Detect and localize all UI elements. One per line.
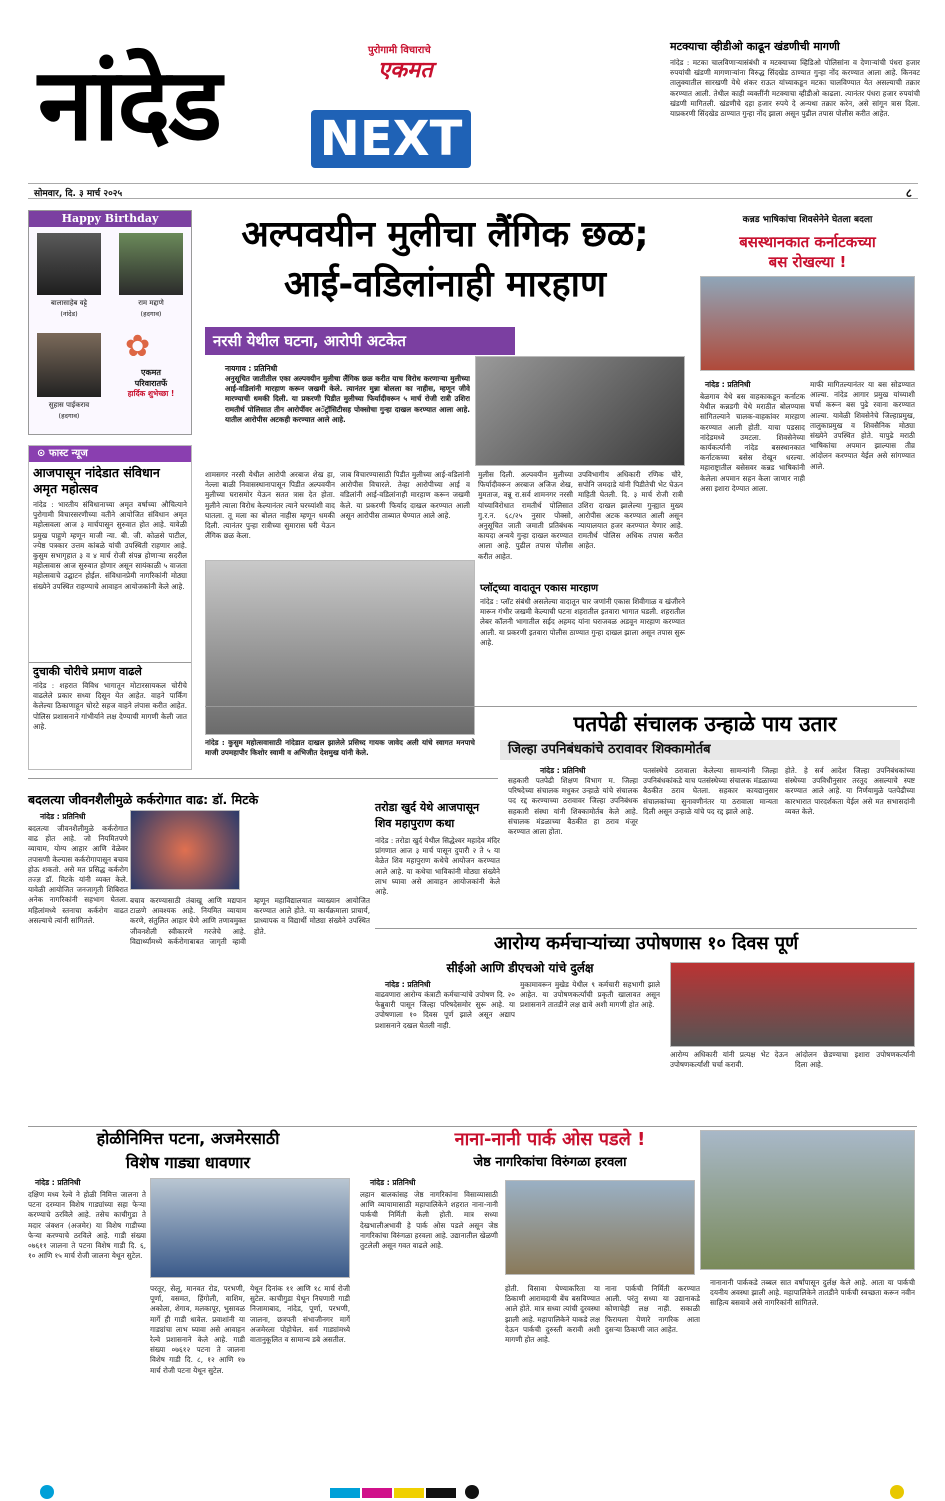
birthday-photo-3 <box>37 333 101 397</box>
nana-byline: नांदेड : प्रतिनिधी <box>370 1178 416 1187</box>
javed-ali-photo <box>205 560 475 735</box>
registration-mark-right <box>890 1485 904 1499</box>
dateline: सोमवार, दि. ३ मार्च २०२५ <box>34 189 123 199</box>
lead-headline-1: अल्पवयीन मुलीचा लैंगिक छळ; <box>241 214 649 255</box>
taroda-headline-1: तरोडा खुर्द येथे आजपासून <box>375 801 480 814</box>
nana-col-2: होती. विसावा घेण्याकरिता या ठिकाणी आरामदायी बेंच बसविण्यात आले होते. मात्र सध्या त्यांची दुरवस्था झाली आहे. महापालिकेने याकडे लक्ष देऊन पार्कची दुरुस्ती करावी अशी मागणी होत आहे. <box>505 1284 600 1345</box>
birthday-name-2: राम मद्दाणे <box>138 299 164 307</box>
top-right-body: नांदेड : मटका चालविणाऱ्यासंबंधी व मटक्याच्या व्हिडिओ पोलिसांना व देणाऱ्यांची पंधरा हजार रुपयांची खंडणी मागणाऱ्यांना विरुद्ध सिंदखेड ठाण्यात गुन्हा नोंद करण्यात आला आहे. किनवट तालुक्यातील सारखणी येथे शंकर राऊत यांच्याकडून मटका चालविण्यात येत असल्याची तक्रार करण्यात आली. तेथील काही व्यक्तींनी मटक्याचा व्हीडीओ काढला. त्यानंतर पंधरा हजार रुपयांची खंडणी मागितली. खंडणीचे दहा हजार रुपये दे अन्यथा तक्रार करेन, असे सांगून त्रास दिला. याप्रकरणी सिंदखेड ठाण्यात गुन्हा नोंद झाला असून पुढील तपास पोलीस करीत आहेत. <box>670 58 920 119</box>
flower-icon: ✿ <box>125 329 151 364</box>
lead-col-4: उपविभागीय अधिकारी रणिक चौरे, सपोनि जमदाडे यांनी पिडीतेची भेट घेऊन माहिती घेतली. दि. ३ मार्च रोजी रात्री उशिरा दाखल झालेल्या गुन्ह्यात मुख्य आरोपीस अटक करण्यात आली असून न्यायालयात हजर करण्यात येणार आहे. रामतीर्थ पोलिस अधिक तपास करीत आहेत. <box>578 470 683 551</box>
health-caption-1: आरोग्य अधिकारी यांनी प्रत्यक्ष भेट देऊन उपोषणकर्त्यांशी चर्चा करावी. <box>670 1050 788 1070</box>
cancer-col-1: बदलत्या जीवनशैलीमुळे कर्करोगात वाढ होत आहे. जो नियमितपणे व्यायाम, योग्य आहार आणि वेळेवर तपासणी केल्यास कर्करोगापासून बचाव होऊ शकतो. असे मत प्रसिद्ध कर्करोग तज्ज्ञ डॉ. मिटके यांनी व्यक्त केले. यावेळी आयोजित जनजागृती शिबिरात अनेक नागरिकांनी सहभाग घेतला. महिलांमध्ये स्तनाचा कर्करोग वाढत असल्याचे त्यांनी सांगितले. <box>28 824 128 925</box>
holi-byline: नांदेड : प्रतिनिधी <box>35 1178 81 1187</box>
cancer-headline: बदलत्या जीवनशैलीमुळे कर्करोगात वाढ: डॉ. मिटके <box>28 792 259 807</box>
holi-col-3: येथून दिनांक ११ आणि १८ मार्च रोजी सुटेल. काचीगुडा येथून निघणारी गाडी निजामाबाद, नांदेड, पूर्णा, परभणी, जालना, छत्रपती संभाजीनगर मार्गे अजमेरला पोहोचेल. सर्व गाड्यांमध्ये वातानुकूलित व सामान्य डबे असतील. <box>250 1284 350 1345</box>
top-right-headline: मटक्याचा व्हीडीओ काढून खंडणीची मागणी <box>670 40 840 53</box>
health-headline: आरोग्य कर्मचाऱ्यांच्या उपोषणास १० दिवस पूर्ण <box>493 933 799 954</box>
lead-subhead-bar <box>205 327 515 355</box>
birthday-place-3: (हदगाव) <box>58 412 80 420</box>
fast-news-2-headline: दुचाकी चोरीचे प्रमाण वाढले <box>29 662 191 681</box>
brand-name: एकमत <box>378 58 433 83</box>
nana-col-1: लहान बालकांसह जेष्ठ नागरिकांना विसाव्यासाठी आणि व्यायामासाठी महापालिकेने शहरात नाना-नानी पार्कची निर्मिती केली होती. मात्र सध्या देखभालीअभावी हे पार्क ओस पडले असून जेष्ठ नागरिकांचा विरुंगळा हरवला आहे. उद्यानातील खेळणी तुटलेली असून गवत वाढले आहे. <box>360 1190 498 1251</box>
birthday-name-1: बालासाहेब वट्टे <box>50 299 88 307</box>
taroda-headline-2: शिव महापुराण कथा <box>375 817 455 830</box>
brand-next: NEXT <box>319 111 463 167</box>
health-col-2: मुकामावरून मुखेड येथील ९ कर्मचारी सहभागी झाले आहेत. या उपोषणकर्त्यांची प्रकृती खालावत असून प्रशासनाने तातडीने लक्ष द्यावे अशी मागणी होत आहे. <box>520 980 660 1010</box>
park-photo-2 <box>700 1130 915 1270</box>
kannada-headline-1: बसस्थानकात कर्नाटकच्या <box>739 233 876 251</box>
taroda-body: नांदेड : तरोडा खुर्द येथील सिद्धेश्वर महादेव मंदिर प्रांगणात आज ३ मार्च पासून दुपारी २ ते ५ या वेळेत शिव महापुराण कथेचे आयोजन करण्यात आले आहे. या कथेचा भाविकांनी मोठ्या संख्येने लाभ घ्यावा असे आवाहन आयोजकांनी केले आहे. <box>375 836 500 897</box>
holi-headline-2: विशेष गाड्या धावणार <box>125 1153 251 1172</box>
patpedhi-subhead: जिल्हा उपनिबंधकांचे ठरावावर शिक्कामोर्तब <box>508 742 711 757</box>
masthead-title: नांदेड <box>38 46 220 163</box>
cancer-illustration <box>130 810 240 890</box>
birthday-name-3: सुहास पाईकराव <box>48 401 90 409</box>
birthday-greeting-3: हार्दिक शुभेच्छा ! <box>127 389 175 398</box>
lead-intro: अनुसूचित जातीतील एका अल्पवयीन मुलीचा लैंगिक छळ करीत याच विरोध करणाऱ्या मुलीच्या आई-वडिलांनी मारहाण करून जखमी केले. त्यानंतर मुन्ना बोलला का नाहीस, म्हणून जीवे मारण्याची धमकी दिली. या प्रकरणी पिडीत मुलीच्या फिर्यादीवरून ५ मार्च रोजी रात्री उशिरा रामतीर्थ पोलिसात तीन आरोपींवर अॅट्रॉसिटीसह पोक्सोचा गुन्हा दाखल करण्यात आला आहे. यातील आरोपीस अटकही करण्यात आले आहे. <box>225 374 470 424</box>
birthday-greeting-2: परिवारातर्फे <box>134 379 168 388</box>
masthead <box>38 40 468 175</box>
patpedhi-headline: पतपेढी संचालक उन्हाळे पाय उतार <box>573 712 837 736</box>
kannada-col-2: माफी मागितल्यानंतर या बस सोडण्यात आल्या. नांदेड आगार प्रमुख यांच्याशी चर्चा करून बस पुढे रवाना करण्यात आल्या. यावेळी शिवसेनेचे जिल्हाप्रमुख, तालुकाप्रमुख व शिवसैनिक मोठ्या संख्येने उपस्थित होते. यापुढे मराठी भाषिकांचा अपमान झाल्यास तीव्र आंदोलन करण्यात येईल असे सांगण्यात आले. <box>810 380 915 471</box>
birthday-title: Happy Birthday <box>29 211 191 227</box>
javed-ali-caption: नांदेड : कुसुम महोत्सवासाठी नांदेडात दाखल झालेले प्रसिध्द गायक जावेद अली यांचे स्वागत मनपाचे माजी उपमहापौर किशोर स्वामी व अभिजीत देशमुख यांनी केले. <box>205 738 475 758</box>
cancer-col-2: बचाव करण्यासाठी तंबाखू आणि मद्यपान टाळणे आवश्यक आहे. नियमित व्यायाम करणे, संतुलित आहार घेणे आणि तणावमुक्त जीवनशैली स्वीकारणे गरजेचे आहे. विद्यार्थ्यांमध्ये कर्करोगाबाबत जागृती व्हावी म्हणून महाविद्यालयात व्याख्यान आयोजित करण्यात आले होते. या कार्यक्रमाला प्राचार्य, प्राध्यापक व विद्यार्थी मोठ्या संख्येने उपस्थित होते. <box>130 896 370 946</box>
nana-col-3: नाना पार्कची निर्मिती करण्यात आली. परंतु सध्या या उद्यानाकडे कोणाचेही लक्ष नाही. सकाळी फिरायला येणारे नागरिक आता दुसऱ्या ठिकाणी जात आहेत. <box>605 1284 700 1334</box>
plot-headline: प्लॉट्च्या वादातून एकास मारहाण <box>480 580 685 597</box>
health-photo <box>670 962 915 1047</box>
color-bar-cyan <box>330 1488 360 1498</box>
birthday-place-1: (नांदेड) <box>60 310 78 318</box>
park-photo-1 <box>505 1180 695 1275</box>
nana-headline: नाना-नानी पार्क ओस पडले ! <box>454 1129 646 1150</box>
plot-body: नांदेड : प्लॉट संबंधी असलेल्या वादातून चार जणांनी एकास शिवीगाळ व खंजीरने मारून गंभीर जखमी केल्याची घटना शहरातील इतवारा भागात घडली. शहरातील लेबर कॉलनी भागातील सईद अहमद यांना घराजवळ अडवून मारहाण करण्यात आली. या प्रकरणी इतवारा पोलीस ठाण्यात गुन्हा दाखल झाला असून तपास सुरू आहे. <box>480 597 685 647</box>
birthday-box <box>28 210 192 435</box>
plot-story <box>480 580 685 705</box>
patpedhi-byline: नांदेड : प्रतिनिधी <box>540 766 586 775</box>
holi-col-1: दक्षिण मध्य रेल्वे ने होळी निमित्त जालना ते पटना दरम्यान विशेष गाड्यांच्या सहा फेऱ्या करण्याचे ठरविले आहे. तसेच काचीगुडा ते मदार जंक्शन (अजमेर) या विशेष गाडीच्या फेऱ्या करण्याचे ठरविले आहे. गाडी संख्या ०७६११ जालना ते पटना विशेष गाडी दि. ६, १० आणि १५ मार्च रोजी जालना येथून सुटेल. <box>28 1190 146 1261</box>
birthday-photo-1 <box>37 233 101 295</box>
top-right-story <box>670 40 920 178</box>
health-col-1: वाढवणारा आरोग्य कंत्राटी कर्मचाऱ्यांचे उपोषण दि. २० फेब्रुवारी पासून जिल्हा परिषदेसमोर सुरू आहे. या उपोषणाला १० दिवस पूर्ण झाले असून अद्याप प्रशासनाने दखल घेतली नाही. <box>375 990 515 1030</box>
birthday-greeting-1: एकमत <box>141 368 161 377</box>
chevron-down-icon: ⊙ <box>37 448 49 459</box>
patpedhi-col-1: सहकारी पतपेढी शिक्षण विभाग म. जिल्हा परिषदेच्या संचालक मधुकर उन्हाळे यांचे संचालक पद रद्द करण्याच्या ठरावावर जिल्हा उपनिबंधक सहकारी संस्था यांनी शिक्कामोर्तब केले आहे. संचालक मंडळाच्या बैठकीत हा ठराव मंजूर करण्यात आला होता. <box>508 776 638 837</box>
color-bar-yellow <box>394 1488 424 1498</box>
lead-photo <box>475 356 685 466</box>
fast-news-1-body: नांदेड : भारतीय संविधानाच्या अमृत वर्षाच्या औचित्याने पुरोगामी विचारसरणीच्या वतीने आयोजित संविधान अमृत महोत्सवला आज ३ मार्चपासून सुरुवात होत आहे. यावेळी प्रमुख पाहुणे म्हणून माजी न्या. बी. जी. कोळसे पाटील, ज्येष्ठ पत्रकार उत्तम कांबळे यांची उपस्थिती राहणार आहे. कुसुम सभागृहात ३ व ४ मार्च रोजी संपन्न होणाऱ्या सदरील महोत्सवास आज सुरुवात होणार असून सायंकाळी ५ वाजता महोत्सवाचे उद्घाटन होईल. संविधानप्रेमी नागरिकांनी मोठ्या संख्येने उपस्थित राहण्याचे आवाहन आयोजकांनी केले आहे. <box>33 500 187 591</box>
brand-next-logo <box>311 110 471 168</box>
lead-subhead: नरसी येथील घटना, आरोपी अटकेत <box>213 332 406 350</box>
lead-headline-2: आई-वडिलांनाही मारहाण <box>283 264 607 305</box>
train-photo <box>150 1178 350 1278</box>
kannada-col-1: बेळगाव येथे बस वाहकाकडून कर्नाटक येथील कन्नडगी येथे मराठीत बोलण्यास सांगितल्याने चालक-वाहकांवर मारहाण करण्यात आली होती. याचा पडसाद नांदेडमध्ये उमटला. शिवसेनेच्या कार्यकर्त्यांनी नांदेड बसस्थानकात कर्नाटकच्या बसेस रोखून धरल्या. महाराष्ट्रातील बसेसवर कन्नड भाषिकांनी केलेला अपमान सहन केला जाणार नाही असा इशारा देण्यात आला. <box>700 392 805 493</box>
health-byline: नांदेड : प्रतिनिधी <box>385 980 431 989</box>
birthday-photo-2 <box>119 233 183 295</box>
registration-mark-left <box>40 1485 54 1499</box>
fast-news <box>28 445 192 770</box>
birthday-place-2: (हदगाव) <box>140 310 162 318</box>
patpedhi-col-3: होते. हे सर्व आदेश जिल्हा उपनिबंधकांच्या संस्थेच्या उपविधीनुसार तरतूद असल्याचे स्पष्ट करण्यात आले आहे. या निर्णयामुळे पतपेढीच्या कारभारात पारदर्शकता येईल असे मत सभासदांनी व्यक्त केले. <box>785 766 915 816</box>
nana-col-4: नानानानी पार्ककडे तब्बल सात वर्षांपासून दुर्लक्ष केले आहे. आता या पार्कची दयनीय अवस्था झाली आहे. महापालिकेने तातडीने पार्कची स्वच्छता करून नवीन साहित्य बसवावे असे नागरिकांनी सांगितले. <box>710 1278 915 1308</box>
page-number: ८ <box>905 186 912 200</box>
lead-col-2: जाब विचारण्यासाठी पिडीत मुलीच्या आई-वडिलांनी आरोपीस विचारले. तेव्हा आरोपीच्या आई व वडिलांनी आई-वडिलांनाही मारहाण करून जखमी केले. या प्रकरणी फिर्याद दाखल करण्यात आली असून आरोपीस ताब्यात घेण्यात आले आहे. <box>340 470 470 520</box>
holi-headline-1: होळीनिमित्त पटना, अजमेरसाठी <box>96 1129 280 1148</box>
kannada-headline-2: बस रोखल्या ! <box>768 253 847 271</box>
health-subhead: सीईओ आणि डीएचओ यांचे दुर्लक्ष <box>446 961 594 975</box>
lead-col-3: मुलीस दिली. अल्पवयीन मुलीच्या फिर्यादीवरून अरबाज अजिज शेख, मुमताज, वन्नू रा.सर्व शामनगर नरसी यांच्याविरोधात रामतीर्थ पोलिसात गु.र.न. ६८/२५ नुसार पोक्सो, अनुसूचित जाती जमाती प्रतिबंधक कायदा अन्वये गुन्हा दाखल करण्यात आला आहे. पुढील तपास पोलीस करीत आहेत. <box>478 470 573 561</box>
health-caption-2: आंदोलन छेडण्याचा इशारा उपोषणकर्त्यांनी दिला आहे. <box>795 1050 915 1070</box>
patpedhi-subhead-bar <box>500 740 900 760</box>
kannada-byline: नांदेड : प्रतिनिधी <box>705 380 751 389</box>
color-bar-magenta <box>362 1488 392 1498</box>
bus-photo <box>700 276 915 371</box>
cancer-byline: नांदेड : प्रतिनिधी <box>40 812 86 821</box>
holi-col-2: परतूर, सेलू, मानवत रोड, परभणी, पूर्णा, वसमत, हिंगोली, वाशिम, अकोला, शेगाव, मलकापूर, भुसावळ मार्गे ही गाडी धावेल. प्रवाशांनी या गाड्यांचा लाभ घ्यावा असे आवाहन रेल्वे प्रशासनाने केले आहे. गाडी संख्या ०७६१२ पटना ते जालना विशेष गाडी दि. ८, १२ आणि १७ मार्च रोजी पटना येथून सुटेल. <box>150 1284 245 1375</box>
fast-news-text: फास्ट न्यूज <box>48 448 88 459</box>
dateline-bar <box>28 183 918 199</box>
brand-top: पुरोगामी विचाराचे <box>368 45 431 56</box>
lead-col-1: शामसगर नरसी येथील आरोपी अरबाज शेख हा, नेल्ला बाळी निवासस्थानापासून पिडीत अल्पवयीन मुलीच्या घरासमोर येऊन सतत त्रास देत होता. मुलीने त्याला विरोध केल्यानंतर त्याने घरच्यांशी वाद घातला. तू मला का बोलत नाहीस म्हणून धमकी दिली. त्यानंतर पुन्हा रात्रीच्या सुमारास घरी येऊन लैंगिक छळ केला. <box>205 470 335 541</box>
patpedhi-col-2: पतसंस्थेचे ठरावाला केलेल्या सामन्यांनी जिल्हा उपनिबंधकांकडे याच पतसंस्थेच्या संचालक मंडळाच्या बैठकीत ठराव घेतला. सहकार कायद्यानुसार संचालकांच्या सुनावणीनंतर या ठरावाला मान्यता दिली असून उन्हाळे यांचे पद रद्द झाले आहे. <box>643 766 778 816</box>
color-bar-black <box>426 1488 456 1498</box>
lead-byline: नायगाव : प्रतिनिधी <box>225 364 278 373</box>
nana-subhead: जेष्ठ नागरिकांचा विरुंगळा हरवला <box>473 1155 627 1170</box>
fast-news-1-headline: आजपासून नांदेडात संविधान अमृत महोत्सव <box>33 465 160 496</box>
fast-news-2-body: नांदेड : शहरात विविध भागातून मोटारसायकल चोरीचे वाढलेले प्रकार सध्या दिसून येत आहेत. वाहने पार्किंग केलेल्या ठिकाणाहून चोरटे सहज वाहने लंपास करीत आहेत. पोलिस प्रशासनाने गांभीर्याने लक्ष देण्याची मागणी केली जात आहे. <box>33 681 187 731</box>
kannada-kicker: कन्नड भाषिकांचा शिवसेनेने घेतला बदला <box>742 215 873 225</box>
fast-news-label <box>29 446 191 462</box>
registration-mark-center <box>465 1485 479 1499</box>
